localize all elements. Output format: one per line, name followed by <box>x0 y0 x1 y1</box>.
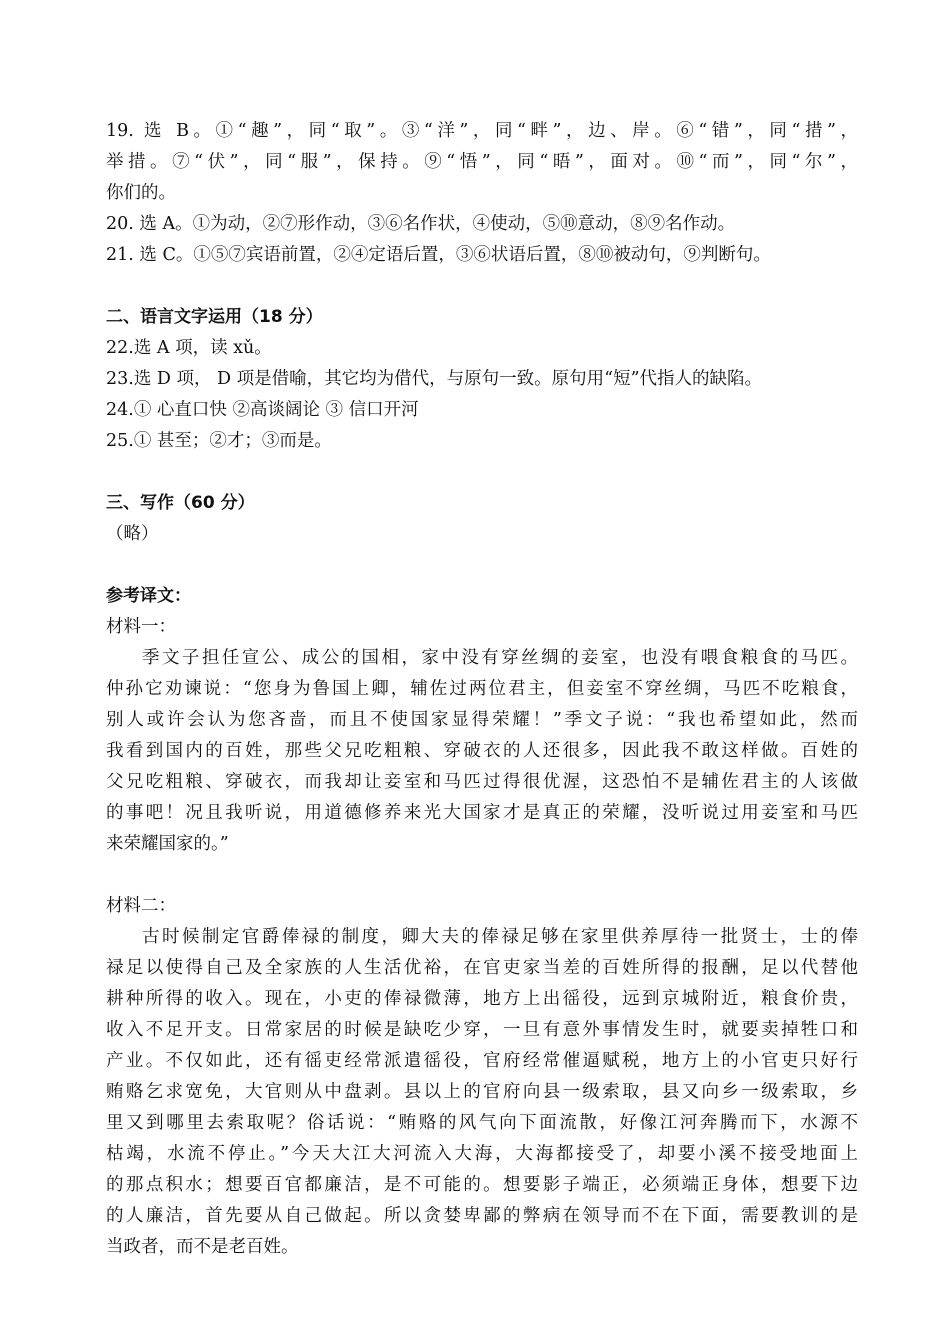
spacer <box>106 550 858 581</box>
answer-19-line-1: 19. 选 B。①“趣”，同“取”。③“洋”，同“畔”，边、岸。⑥“错”，同“措”， <box>106 121 858 141</box>
material-2-line: 的人廉洁，首先要从自己做起。所以贪婪卑鄙的弊病在领导而不在下面，需要教训的是 <box>106 1206 858 1226</box>
answer-21: 21. 选 C。①⑤⑦宾语前置，②④定语后置，③⑥状语后置，⑧⑩被动句，⑨判断句。 <box>106 245 771 265</box>
material-2-line: 的那点积水；想要百官都廉洁，是不可能的。想要影子端正，必须端正身体，想要下边 <box>106 1175 858 1195</box>
material-2-line: 贿赂乞求宽免，大官则从中盘剥。县以上的官府向县一级索取，县又向乡一级索取，乡 <box>106 1082 858 1102</box>
material-2-line: 当政者，而不是老百姓。 <box>106 1237 299 1257</box>
section-3-note: （略） <box>106 524 159 544</box>
material-2-line: 产业。不仅如此，还有徭吏经常派遣徭役，官府经常催逼赋税，地方上的小官吏只好行 <box>106 1051 858 1071</box>
material-2-line: 枯竭，水流不停止。”今天大江大河流入大海，大海都接受了，却要小溪不接受地面上 <box>106 1144 858 1164</box>
answer-20: 20. 选 A。①为动，②⑦形作动，③⑥名作状，④使动，⑤⑩意动，⑧⑨名作动。 <box>106 214 736 234</box>
material-1-line: 别人或许会认为您吝啬，而且不使国家显得荣耀！”季文子说：“我也希望如此，然而 <box>106 710 858 730</box>
material-1-paragraph <box>106 643 858 860</box>
translation-heading: 参考译文： <box>106 586 191 606</box>
material-2-label: 材料二： <box>106 896 176 916</box>
material-2-line: 耕种所得的收入。现在，小吏的俸禄微薄，地方上出徭役，远到京城附近，粮食价贵， <box>106 989 858 1009</box>
material-2-line: 里又到哪里去索取呢？俗话说：“贿赂的风气向下面流散，好像江河奔腾而下，水源不 <box>106 1113 858 1133</box>
material-1-line: 的事吧！况且我听说，用道德修养来光大国家才是真正的荣耀，没听说过用妾室和马匹 <box>106 803 858 823</box>
material-1-line: 仲孙它劝谏说：“您身为鲁国上卿，辅佐过两位君主，但妾室不穿丝绸，马匹不吃粮食， <box>106 679 858 699</box>
section-3-heading: 三、写作（60 分） <box>106 493 255 513</box>
material-1-line: 季文子担任宣公、成公的国相，家中没有穿丝绸的妾室，也没有喂食粮食的马匹。 <box>142 648 858 668</box>
answer-25: 25.① 甚至；②才；③而是。 <box>106 431 332 451</box>
answer-22: 22.选 A 项，读 xǔ。 <box>106 338 272 358</box>
answer-19-line-2: 举措。⑦“伏”，同“服”，保持。⑨“悟”，同“晤”，面对。⑩“而”，同“尔”， <box>106 152 858 172</box>
answer-23: 23.选 D 项， D 项是借喻，其它均为借代，与原句一致。原句用“短”代指人的缺陷。 <box>106 369 763 389</box>
material-2-paragraph <box>106 922 858 1263</box>
material-1-label: 材料一： <box>106 617 176 637</box>
spacer <box>106 271 858 302</box>
material-2-line: 收入不足开支。日常家居的时候是缺吃少穿，一旦有意外事情发生时，就要卖掉牲口和 <box>106 1020 858 1040</box>
answer-24: 24.① 心直口快 ②高谈阔论 ③ 信口开河 <box>106 400 419 420</box>
spacer <box>106 860 858 891</box>
material-2-line: 古时候制定官爵俸禄的制度，卿大夫的俸禄足够在家里供养厚待一批贤士，士的俸 <box>142 927 858 947</box>
answer-19-line-3: 你们的。 <box>106 183 176 203</box>
material-1-line: 来荣耀国家的。” <box>106 834 229 854</box>
material-1-line: 我看到国内的百姓，那些父兄吃粗粮、穿破衣的人还很多，因此我不敢这样做。百姓的 <box>106 741 858 761</box>
material-2-line: 禄足以使得自己及全家族的人生活优裕，在官吏家当差的百姓所得的报酬，足以代替他 <box>106 958 858 978</box>
section-2-heading: 二、语言文字运用（18 分） <box>106 307 323 327</box>
material-1-line: 父兄吃粗粮、穿破衣，而我却让妾室和马匹过得很优渥，这恐怕不是辅佐君主的人该做 <box>106 772 858 792</box>
spacer <box>106 457 858 488</box>
document-page <box>106 116 858 1263</box>
